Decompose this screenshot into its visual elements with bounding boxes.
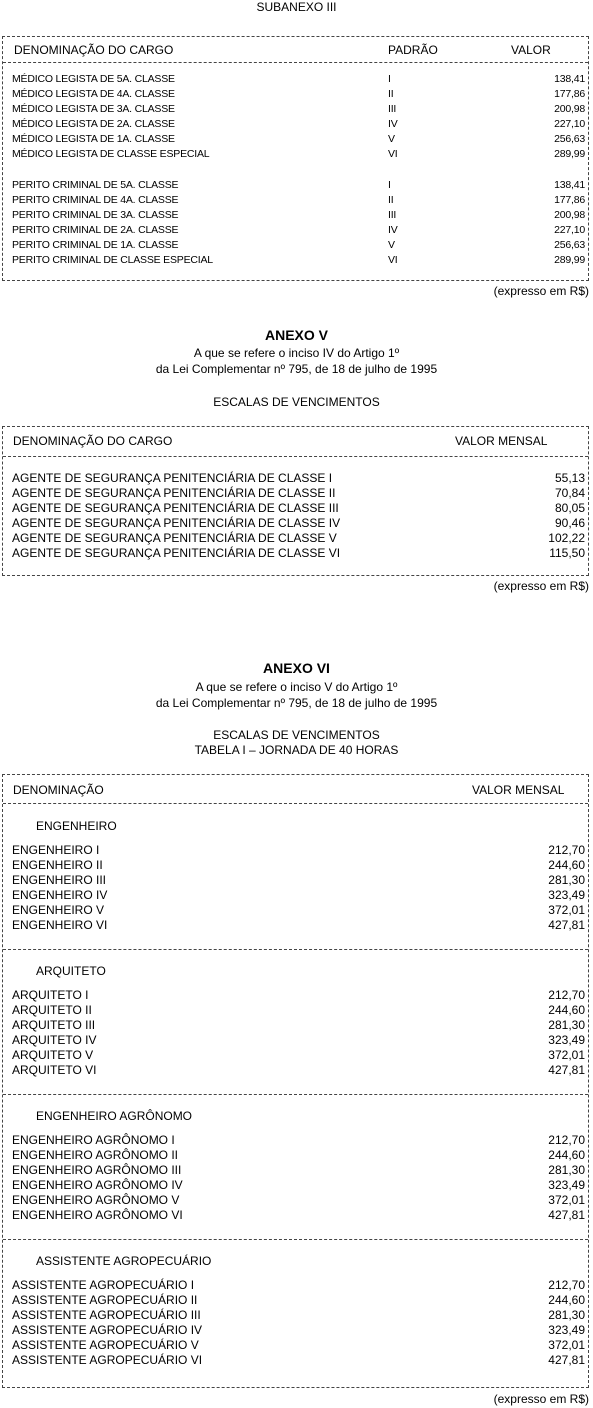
subanexo-header-divider <box>3 62 588 63</box>
anexo-vi-reference: A que se refere o inciso V do Artigo 1º <box>195 680 398 694</box>
anexo-v-law: da Lei Complementar nº 795, de 18 de julho de 1995 <box>155 362 438 376</box>
table-row <box>3 87 588 102</box>
cargo-name: MÉDICO LEGISTA DE 2A. CLASSE <box>12 118 175 130</box>
padrao-value: III <box>388 103 397 115</box>
table-row <box>3 988 588 1003</box>
table-row <box>3 208 588 223</box>
cargo-name: AGENTE DE SEGURANÇA PENITENCIÁRIA DE CLASSE III <box>12 501 339 515</box>
table-row <box>3 1293 588 1308</box>
table-row <box>3 501 588 516</box>
valor-mensal-value: 427,81 <box>548 1208 585 1222</box>
table-row <box>3 1353 588 1368</box>
valor-mensal-value: 244,60 <box>548 1003 585 1017</box>
valor-value: 138,41 <box>554 73 585 85</box>
padrao-value: I <box>388 179 391 191</box>
table-row <box>3 903 588 918</box>
table-row <box>3 72 588 87</box>
table-row <box>3 117 588 132</box>
valor-mensal-value: 323,49 <box>548 888 585 902</box>
table-row <box>3 471 588 486</box>
padrao-value: II <box>388 194 394 206</box>
valor-mensal-value: 212,70 <box>548 843 585 857</box>
valor-mensal-value: 427,81 <box>548 1353 585 1367</box>
valor-value: 200,98 <box>554 209 585 221</box>
subanexo-header-valor: VALOR <box>511 43 551 57</box>
group-title: ARQUITETO <box>36 964 106 978</box>
padrao-value: VI <box>388 254 398 266</box>
cargo-name: ENGENHEIRO II <box>12 858 103 872</box>
cargo-name: MÉDICO LEGISTA DE 4A. CLASSE <box>12 88 175 100</box>
cargo-name: ARQUITETO III <box>12 1018 96 1032</box>
table-row <box>3 873 588 888</box>
valor-mensal-value: 281,30 <box>548 1163 585 1177</box>
padrao-value: V <box>388 133 395 145</box>
valor-value: 177,86 <box>554 194 585 206</box>
anexo-v-table <box>2 426 589 576</box>
valor-mensal-value: 372,01 <box>548 1338 585 1352</box>
cargo-name: AGENTE DE SEGURANÇA PENITENCIÁRIA DE CLASSE II <box>12 486 336 500</box>
anexo-v-header-cargo: DENOMINAÇÃO DO CARGO <box>13 434 173 448</box>
cargo-name: MÉDICO LEGISTA DE CLASSE ESPECIAL <box>12 148 210 160</box>
group-divider <box>3 1094 588 1095</box>
subanexo-note: (expresso em R$) <box>493 284 589 298</box>
valor-mensal-value: 281,30 <box>548 1018 585 1032</box>
cargo-name: AGENTE DE SEGURANÇA PENITENCIÁRIA DE CLASSE VI <box>12 546 341 560</box>
valor-mensal-value: 372,01 <box>548 1048 585 1062</box>
table-row <box>3 486 588 501</box>
cargo-name: PERITO CRIMINAL DE 1A. CLASSE <box>12 239 179 251</box>
cargo-name: PERITO CRIMINAL DE CLASSE ESPECIAL <box>12 254 213 266</box>
table-row <box>3 253 588 268</box>
cargo-name: AGENTE DE SEGURANÇA PENITENCIÁRIA DE CLASSE IV <box>12 516 341 530</box>
valor-mensal-value: 323,49 <box>548 1033 585 1047</box>
anexo-v-title: ANEXO V <box>264 327 328 343</box>
valor-value: 289,99 <box>554 254 585 266</box>
anexo-v-header-valor: VALOR MENSAL <box>455 434 548 448</box>
anexo-vi-table-caption: TABELA I – JORNADA DE 40 HORAS <box>194 743 399 757</box>
valor-mensal-value: 102,22 <box>548 531 585 545</box>
table-row <box>3 1063 588 1078</box>
cargo-name: ARQUITETO VI <box>12 1063 97 1077</box>
valor-mensal-value: 281,30 <box>548 873 585 887</box>
group-divider <box>3 949 588 950</box>
cargo-name: ENGENHEIRO AGRÔNOMO III <box>12 1163 182 1177</box>
valor-mensal-value: 372,01 <box>548 903 585 917</box>
anexo-vi-header-valor: VALOR MENSAL <box>472 783 565 797</box>
cargo-name: ASSISTENTE AGROPECUÁRIO VI <box>12 1353 203 1367</box>
table-row <box>3 1308 588 1323</box>
anexo-vi-note: (expresso em R$) <box>493 1392 589 1406</box>
table-row <box>3 918 588 933</box>
table-row <box>3 1163 588 1178</box>
anexo-vi-title: ANEXO VI <box>263 660 330 676</box>
valor-value: 227,10 <box>554 224 585 236</box>
valor-mensal-value: 55,13 <box>554 471 585 485</box>
cargo-name: PERITO CRIMINAL DE 5A. CLASSE <box>12 179 179 191</box>
valor-mensal-value: 212,70 <box>548 1278 585 1292</box>
anexo-vi-header-denominacao: DENOMINAÇÃO <box>13 783 104 797</box>
valor-mensal-value: 80,05 <box>554 501 585 515</box>
table-row <box>3 223 588 238</box>
table-row <box>3 888 588 903</box>
valor-mensal-value: 70,84 <box>554 486 585 500</box>
table-row <box>3 546 588 561</box>
cargo-name: MÉDICO LEGISTA DE 5A. CLASSE <box>12 73 175 85</box>
padrao-value: II <box>388 88 394 100</box>
table-row <box>3 102 588 117</box>
valor-mensal-value: 244,60 <box>548 858 585 872</box>
padrao-value: IV <box>388 118 398 130</box>
cargo-name: MÉDICO LEGISTA DE 1A. CLASSE <box>12 133 175 145</box>
valor-value: 227,10 <box>554 118 585 130</box>
valor-value: 256,63 <box>554 133 585 145</box>
group-title: ENGENHEIRO AGRÔNOMO <box>36 1109 193 1123</box>
group-title: ENGENHEIRO <box>36 819 117 833</box>
valor-mensal-value: 244,60 <box>548 1293 585 1307</box>
table-row <box>3 238 588 253</box>
cargo-name: ASSISTENTE AGROPECUÁRIO IV <box>12 1323 203 1337</box>
table-row <box>3 193 588 208</box>
cargo-name: ENGENHEIRO AGRÔNOMO V <box>12 1193 180 1207</box>
valor-mensal-value: 372,01 <box>548 1193 585 1207</box>
table-row <box>3 1018 588 1033</box>
table-row <box>3 1148 588 1163</box>
anexo-v-reference: A que se refere o inciso IV do Artigo 1º <box>193 346 400 360</box>
table-row <box>3 1048 588 1063</box>
anexo-vi-table <box>2 774 589 1388</box>
table-row <box>3 1323 588 1338</box>
anexo-vi-header-divider <box>3 803 588 804</box>
cargo-name: ENGENHEIRO V <box>12 903 105 917</box>
valor-mensal-value: 427,81 <box>548 918 585 932</box>
cargo-name: ARQUITETO I <box>12 988 89 1002</box>
table-row <box>3 178 588 193</box>
group-title: ASSISTENTE AGROPECUÁRIO <box>36 1254 212 1268</box>
anexo-vi-law: da Lei Complementar nº 795, de 18 de julho de 1995 <box>155 696 438 710</box>
cargo-name: ENGENHEIRO III <box>12 873 107 887</box>
table-row <box>3 858 588 873</box>
subanexo-header-cargo: DENOMINAÇÃO DO CARGO <box>14 43 174 57</box>
table-row <box>3 1133 588 1148</box>
valor-mensal-value: 323,49 <box>548 1178 585 1192</box>
cargo-name: MÉDICO LEGISTA DE 3A. CLASSE <box>12 103 175 115</box>
padrao-value: I <box>388 73 391 85</box>
cargo-name: ENGENHEIRO AGRÔNOMO I <box>12 1133 175 1147</box>
valor-mensal-value: 212,70 <box>548 1133 585 1147</box>
cargo-name: ENGENHEIRO AGRÔNOMO VI <box>12 1208 183 1222</box>
table-row <box>3 531 588 546</box>
valor-value: 177,86 <box>554 88 585 100</box>
padrao-value: V <box>388 239 395 251</box>
cargo-name: PERITO CRIMINAL DE 3A. CLASSE <box>12 209 179 221</box>
cargo-name: ENGENHEIRO VI <box>12 918 108 932</box>
cargo-name: ASSISTENTE AGROPECUÁRIO I <box>12 1278 195 1292</box>
padrao-value: IV <box>388 224 398 236</box>
table-row <box>3 1178 588 1193</box>
cargo-name: AGENTE DE SEGURANÇA PENITENCIÁRIA DE CLASSE I <box>12 471 333 485</box>
table-row <box>3 843 588 858</box>
anexo-v-subtitle: ESCALAS DE VENCIMENTOS <box>213 395 380 409</box>
cargo-name: ASSISTENTE AGROPECUÁRIO III <box>12 1308 201 1322</box>
table-row <box>3 516 588 531</box>
padrao-value: VI <box>388 148 398 160</box>
valor-mensal-value: 212,70 <box>548 988 585 1002</box>
subanexo-title: SUBANEXO III <box>256 0 337 14</box>
table-row <box>3 147 588 162</box>
valor-value: 289,99 <box>554 148 585 160</box>
cargo-name: ASSISTENTE AGROPECUÁRIO II <box>12 1293 198 1307</box>
cargo-name: AGENTE DE SEGURANÇA PENITENCIÁRIA DE CLASSE V <box>12 531 337 545</box>
subanexo-table <box>2 36 589 281</box>
valor-value: 256,63 <box>554 239 585 251</box>
padrao-value: III <box>388 209 397 221</box>
cargo-name: PERITO CRIMINAL DE 4A. CLASSE <box>12 194 179 206</box>
anexo-vi-subtitle: ESCALAS DE VENCIMENTOS <box>213 728 380 742</box>
cargo-name: PERITO CRIMINAL DE 2A. CLASSE <box>12 224 179 236</box>
valor-mensal-value: 244,60 <box>548 1148 585 1162</box>
valor-mensal-value: 115,50 <box>549 546 585 560</box>
valor-mensal-value: 427,81 <box>548 1063 585 1077</box>
table-row <box>3 1208 588 1223</box>
anexo-v-header-divider <box>3 456 588 457</box>
table-row <box>3 1278 588 1293</box>
valor-value: 138,41 <box>554 179 585 191</box>
cargo-name: ENGENHEIRO AGRÔNOMO IV <box>12 1178 183 1192</box>
table-row <box>3 1193 588 1208</box>
anexo-v-note: (expresso em R$) <box>493 579 589 593</box>
table-row <box>3 132 588 147</box>
cargo-name: ASSISTENTE AGROPECUÁRIO V <box>12 1338 199 1352</box>
valor-value: 200,98 <box>554 103 585 115</box>
cargo-name: ENGENHEIRO I <box>12 843 100 857</box>
cargo-name: ENGENHEIRO AGRÔNOMO II <box>12 1148 179 1162</box>
valor-mensal-value: 90,46 <box>554 516 585 530</box>
cargo-name: ARQUITETO II <box>12 1003 92 1017</box>
table-row <box>3 1003 588 1018</box>
cargo-name: ARQUITETO V <box>12 1048 94 1062</box>
cargo-name: ENGENHEIRO IV <box>12 888 108 902</box>
valor-mensal-value: 281,30 <box>548 1308 585 1322</box>
table-row <box>3 1338 588 1353</box>
subanexo-header-padrao: PADRÃO <box>388 43 438 57</box>
group-divider <box>3 1239 588 1240</box>
valor-mensal-value: 323,49 <box>548 1323 585 1337</box>
cargo-name: ARQUITETO IV <box>12 1033 97 1047</box>
table-row <box>3 1033 588 1048</box>
